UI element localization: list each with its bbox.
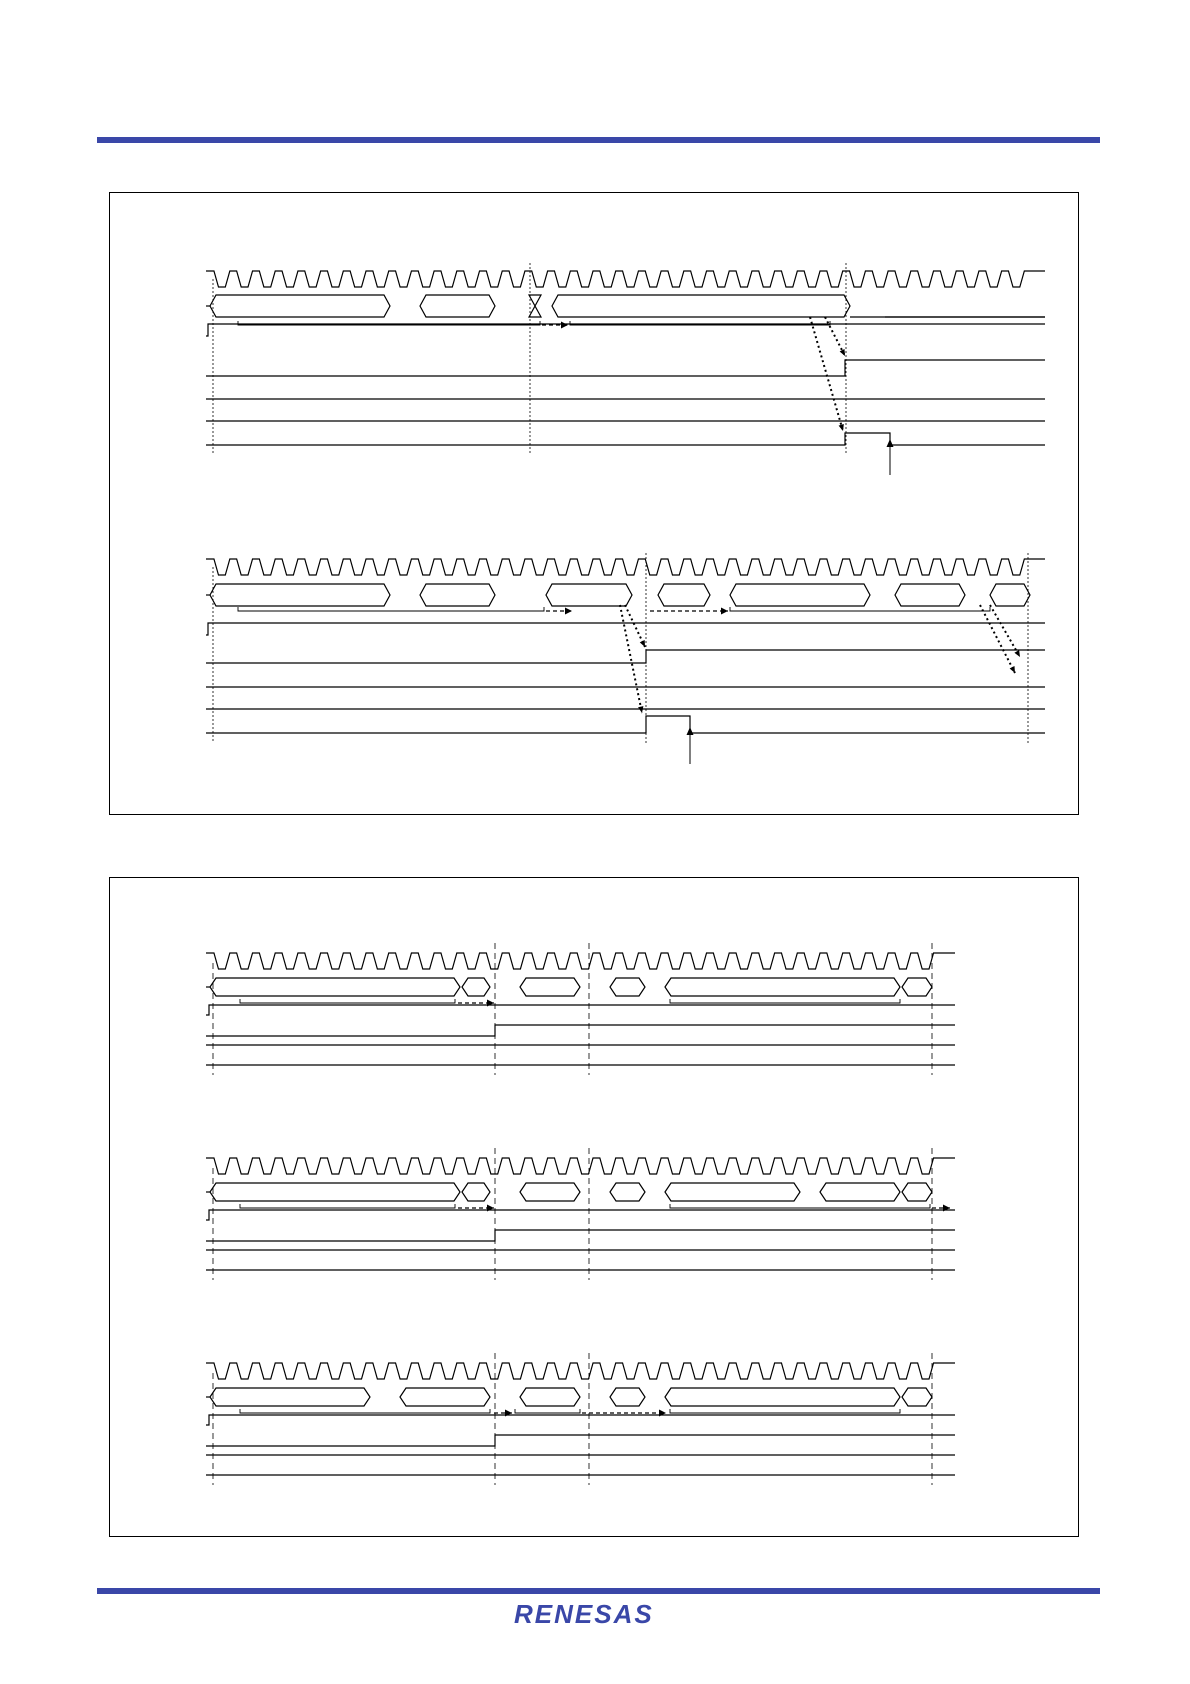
data-bus-1a-seg-2 [529, 295, 541, 317]
data-bus-2a-seg-4 [665, 978, 900, 996]
data-bus-1b-seg-0 [210, 584, 390, 606]
signal-trace-2a-1 [206, 1005, 955, 1015]
clock-trace-2a [206, 953, 955, 969]
data-bus-2a-seg-3 [610, 978, 645, 996]
data-bus-2b-seg-5 [820, 1183, 900, 1201]
header-rule [97, 137, 1100, 143]
signal-trace-1b-1 [206, 623, 1045, 635]
timing-diagram-group-1 [110, 193, 1080, 816]
clock-trace-1b [206, 559, 1045, 575]
data-bus-2a-seg-0 [210, 978, 460, 996]
signal-trace-2c-1 [206, 1415, 955, 1425]
event-arrow-1a-head [887, 439, 894, 447]
transition-arrow-1b-3-head [1014, 650, 1020, 657]
transfer-arrow-1b-2-head [721, 608, 728, 615]
clock-trace-2c [206, 1363, 955, 1379]
data-bus-2b-seg-6 [902, 1183, 932, 1201]
transition-arrow-1b-4 [980, 605, 1015, 673]
signal-trace-1a-5 [206, 433, 1045, 445]
interval-bracket-1b-1 [238, 607, 544, 611]
transition-arrow-1a-1-head [840, 349, 845, 356]
data-bus-1b-seg-1 [420, 584, 495, 606]
signal-trace-2c-2 [206, 1435, 955, 1446]
event-arrow-1b-head [687, 727, 694, 735]
timing-diagram-group-2 [110, 878, 1080, 1538]
data-bus-2a-seg-1 [462, 978, 490, 996]
renesas-logo-text: RENESAS [514, 1599, 654, 1628]
data-bus-2c-seg-4 [665, 1388, 900, 1406]
interval-bracket-2a-1 [240, 999, 455, 1003]
interval-bracket-2c-2 [515, 1409, 580, 1413]
data-bus-2a-seg-2 [520, 978, 580, 996]
data-bus-1b-seg-2 [546, 584, 632, 606]
transition-arrow-1b-4-head [1010, 666, 1015, 673]
data-bus-1b-seg-5 [895, 584, 965, 606]
signal-trace-1b-2 [206, 650, 1045, 663]
interval-bracket-2b-2 [670, 1204, 930, 1208]
data-bus-2c-seg-0 [210, 1388, 370, 1406]
transition-arrow-1b-2 [620, 605, 642, 713]
data-bus-2c-seg-5 [902, 1388, 932, 1406]
data-bus-2b-seg-1 [462, 1183, 490, 1201]
interval-bracket-2c-3 [670, 1409, 900, 1413]
data-bus-1b-seg-4 [730, 584, 870, 606]
data-bus-2c-seg-1 [400, 1388, 490, 1406]
footer-rule [97, 1588, 1100, 1594]
data-bus-1b-seg-6 [990, 584, 1030, 606]
transfer-arrow-1b-1-head [565, 608, 572, 615]
data-bus-1a-seg-0 [210, 295, 390, 317]
data-bus-1a-seg-1 [420, 295, 495, 317]
data-bus-1a-seg-3 [552, 295, 850, 317]
signal-trace-2a-2 [206, 1025, 955, 1036]
signal-trace-1a-2 [206, 360, 1045, 376]
clock-trace-1a [206, 271, 1045, 287]
clock-trace-2b [206, 1158, 955, 1174]
timing-panel-1 [109, 192, 1079, 815]
data-bus-2a-seg-5 [902, 978, 932, 996]
signal-trace-2b-2 [206, 1230, 955, 1241]
signal-trace-2b-1 [206, 1210, 955, 1220]
interval-bracket-2a-2 [670, 999, 900, 1003]
interval-bracket-2c-1 [240, 1409, 490, 1413]
data-bus-2b-seg-0 [210, 1183, 460, 1201]
transition-arrow-1a-2 [810, 317, 843, 431]
signal-trace-1b-5 [206, 716, 1045, 733]
data-bus-2b-seg-3 [610, 1183, 645, 1201]
interval-bracket-1b-2 [730, 607, 990, 611]
data-bus-1b-seg-3 [658, 584, 710, 606]
interval-bracket-2b-1 [240, 1204, 455, 1208]
signal-trace-1a-1 [206, 324, 1045, 336]
renesas-logo [514, 1598, 690, 1628]
data-bus-2c-seg-2 [520, 1388, 580, 1406]
timing-panel-2 [109, 877, 1079, 1537]
transfer-arrow-1a-head [561, 322, 568, 329]
data-bus-2b-seg-2 [520, 1183, 580, 1201]
transition-arrow-1b-3 [990, 605, 1020, 657]
transition-arrow-1a-2-head [839, 424, 844, 431]
transition-arrow-1a-1 [825, 317, 845, 356]
data-bus-2b-seg-4 [665, 1183, 800, 1201]
data-bus-2c-seg-3 [610, 1388, 645, 1406]
